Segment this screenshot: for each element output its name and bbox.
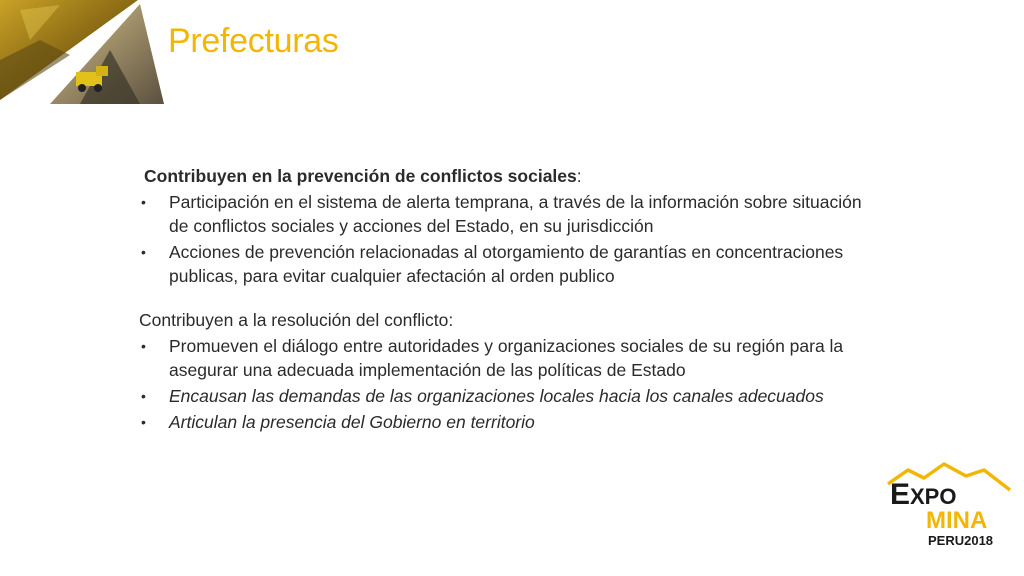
expomina-logo (886, 462, 1014, 548)
list-item-text: Acciones de prevención relacionadas al otorgamiento de garantías en concentraciones publicas, para evitar cualquier afectación al orden publico (169, 242, 844, 286)
slide-body (139, 164, 879, 436)
section-heading-text: Contribuyen en la prevención de conflictos sociales (144, 166, 577, 186)
section-heading-colon: : (576, 166, 582, 186)
list-item-text: Articulan la presencia del Gobierno en territorio (169, 412, 535, 432)
bullet-icon: • (141, 244, 146, 260)
list-item (139, 384, 879, 408)
mining-photo-corner (0, 0, 165, 104)
bullet-list-resolution (139, 334, 879, 434)
slide-title: Prefecturas (168, 22, 339, 60)
list-item (139, 240, 879, 288)
logo-peru2018: PERU2018 (928, 533, 994, 548)
bullet-list-prevention (139, 190, 879, 288)
bullet-icon: • (141, 194, 146, 210)
logo-e: E (890, 478, 911, 511)
logo-xpo: XPO (910, 484, 957, 509)
list-item-text: Promueven el diálogo entre autoridades y organizaciones sociales de su región para la asegurar una adecuada implementación de las políticas de Estado (169, 336, 844, 380)
bullet-icon: • (141, 388, 146, 404)
bullet-icon: • (141, 414, 146, 430)
list-item (139, 334, 879, 382)
bullet-icon: • (141, 338, 146, 354)
logo-mina: MINA (926, 507, 988, 534)
list-item-text: Encausan las demandas de las organizaciones locales hacia los canales adecuados (169, 386, 824, 406)
section-heading-prevention (139, 164, 879, 188)
section-heading-resolution: Contribuyen a la resolución del conflicto: (139, 310, 454, 330)
list-item (139, 410, 879, 434)
list-item (139, 190, 879, 238)
list-item-text: Participación en el sistema de alerta temprana, a través de la información sobre situación de conflictos sociales y acciones del Estado, en su jurisdicción (169, 192, 862, 236)
